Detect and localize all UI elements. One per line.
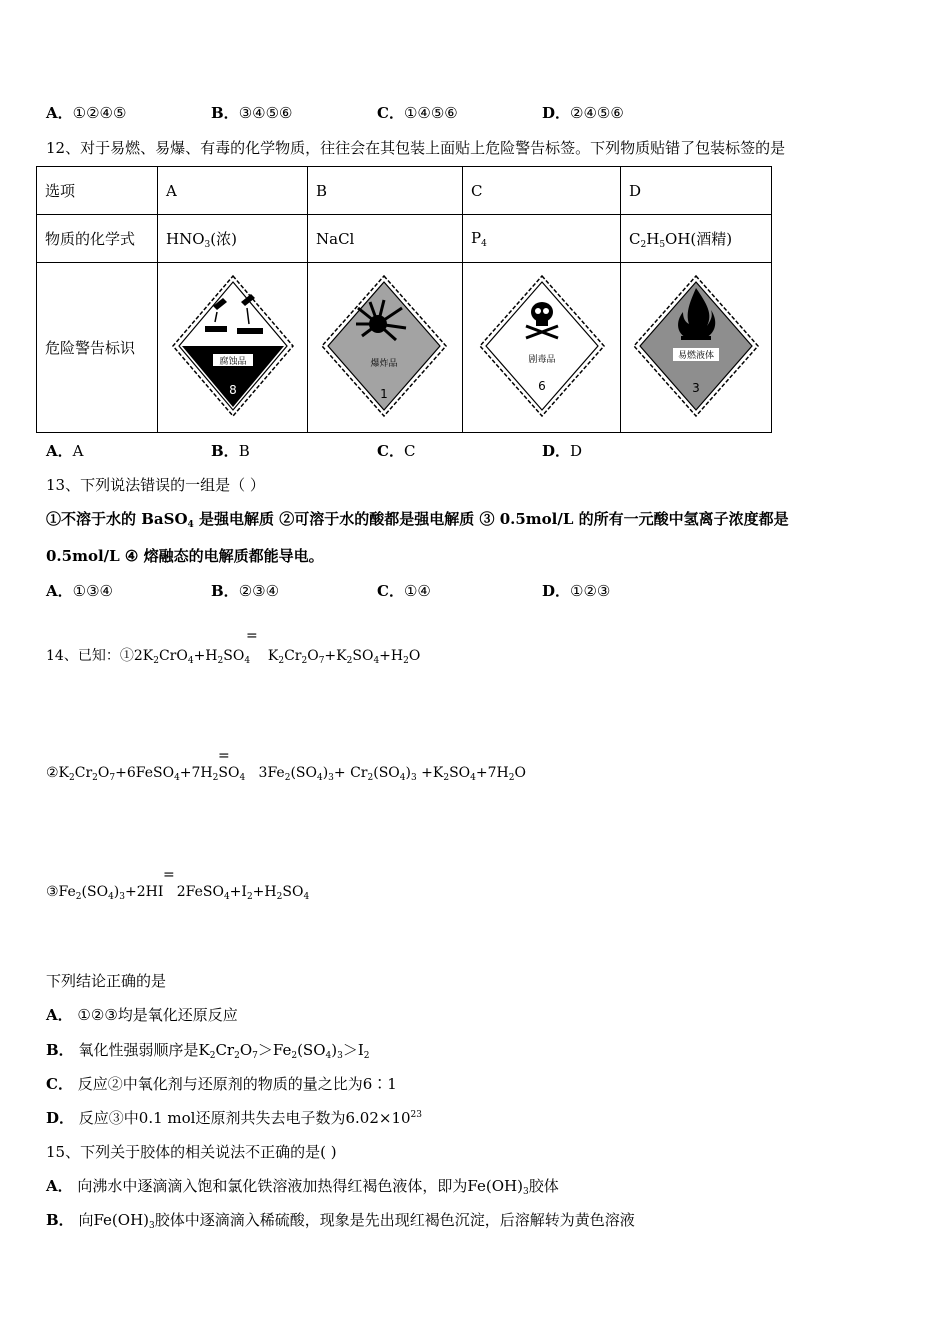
q13-option-b: B．②③④ xyxy=(211,582,280,600)
choice-b-header: B xyxy=(308,167,463,215)
explosive-label-number: 1 xyxy=(380,386,388,401)
q13-option-c: C．①④ xyxy=(377,582,431,600)
row-header-formula: 物质的化学式 xyxy=(37,215,158,263)
skull-icon xyxy=(468,266,616,426)
formula-b: NaCl xyxy=(308,215,463,263)
q15-option-b: B． 向$Fe(OH)_3$胶体中逐滴滴入稀硫酸，现象是先出现红褐色沉淀，后溶解转为黄色溶液 xyxy=(46,1211,635,1231)
q14-conclusion-stem: 下列结论正确的是 xyxy=(46,972,167,990)
eq3-equal-sign: = xyxy=(163,867,175,883)
q11-option-b: B．③④⑤⑥ xyxy=(211,104,293,122)
q15-option-a: A． 向沸水中逐滴滴入饱和氯化铁溶液加热得红褐色液体，即为$Fe(OH)_3$胶体 xyxy=(46,1177,559,1197)
q14-option-b: B． 氧化性强弱顺序是$K_2Cr_2O_7>Fe_2(SO_4)_3>I_2$ xyxy=(46,1041,370,1061)
q11-option-c: C．①④⑤⑥ xyxy=(377,104,458,122)
choice-d-header: D xyxy=(621,167,772,215)
q12-option-d: D．D xyxy=(542,442,583,460)
q14-option-c: C． 反应②中氧化剂与还原剂的物质的量之比为6∶1 xyxy=(46,1075,397,1093)
hazard-label-explosive xyxy=(308,263,463,433)
hazard-label-corrosive xyxy=(158,263,308,433)
q12-option-b: B．B xyxy=(211,442,250,460)
hazard-label-toxic xyxy=(463,263,621,433)
flammable-label-text: 易燃液体 xyxy=(677,350,715,361)
formula-a: $HNO_3$(浓) xyxy=(158,215,308,263)
corrosive-icon xyxy=(163,266,303,426)
explosive-icon xyxy=(312,266,458,426)
toxic-label-number: 6 xyxy=(537,378,546,393)
q12-option-c: C．C xyxy=(377,442,416,460)
q12-option-a: A．A xyxy=(46,442,84,460)
q14-option-a: A． ①②③均是氧化还原反应 xyxy=(46,1006,238,1024)
eq1-equal-sign: = xyxy=(246,628,258,644)
q14-equation-3: $③Fe_2(SO_4)_3+2HI$ $2FeSO_4+I_2+H_2SO_4$ xyxy=(46,884,310,902)
row-header-hazard: 危险警告标识 xyxy=(37,263,158,433)
q13-option-a: A．①③④ xyxy=(46,582,113,600)
choice-a-header: A xyxy=(158,167,308,215)
q12-stem: 12、对于易燃、易爆、有毒的化学物质，往往会在其包装上面贴上危险警告标签。下列物质贴错了包装标签的是 xyxy=(46,139,786,157)
explosive-label-text: 爆炸品 xyxy=(370,358,398,369)
row-header-option: 选项 xyxy=(37,167,158,215)
formula-c: $P_4$ xyxy=(463,215,621,263)
q11-option-a: A．①②④⑤ xyxy=(46,104,127,122)
q13-statement-line2: 0.5mol/L ④ 熔融态的电解质都能导电。 xyxy=(46,547,324,565)
q14-equation-1: 14、已知：$①2K_2CrO_4+H_2SO_4$ $K_2Cr_2O_7+K_2SO_4+H_2O$ xyxy=(46,648,421,666)
q15-stem: 15、下列关于胶体的相关说法不正确的是( ) xyxy=(46,1143,337,1161)
q13-option-d: D．①②③ xyxy=(542,582,611,600)
corrosive-label-text: 腐蚀品 xyxy=(218,356,247,367)
choice-c-header: C xyxy=(463,167,621,215)
q11-option-d: D．②④⑤⑥ xyxy=(542,104,624,122)
q13-statement-line1: ①不溶于水的 BaSO$_4$ 是强电解质 ②可溶于水的酸都是强电解质 ③ 0.5mol/L 的所有一元酸中氢离子浓度都是 xyxy=(46,510,789,530)
q14-option-d: D． 反应③中0.1 mol还原剂共失去电子数为$6.02\times 10^{23}$ xyxy=(46,1109,422,1127)
formula-d: $C_2H_5OH$(酒精) xyxy=(621,215,772,263)
q14-equation-2: $②K_2Cr_2O_7+6FeSO_4+7H_2SO_4$ $3Fe_2(SO_4)_3+ Cr_2(SO_4)_3 +K_2SO_4+7H_2O$ xyxy=(46,765,526,783)
q13-stem: 13、下列说法错误的一组是（ ） xyxy=(46,476,265,494)
flammable-label-number: 3 xyxy=(692,380,700,395)
hazard-label-flammable xyxy=(621,263,772,433)
eq2-equal-sign: = xyxy=(218,748,230,764)
corrosive-label-number: 8 xyxy=(228,382,237,397)
flame-icon xyxy=(625,266,767,426)
toxic-label-text: 剧毒品 xyxy=(527,354,556,365)
q12-table xyxy=(36,166,772,433)
